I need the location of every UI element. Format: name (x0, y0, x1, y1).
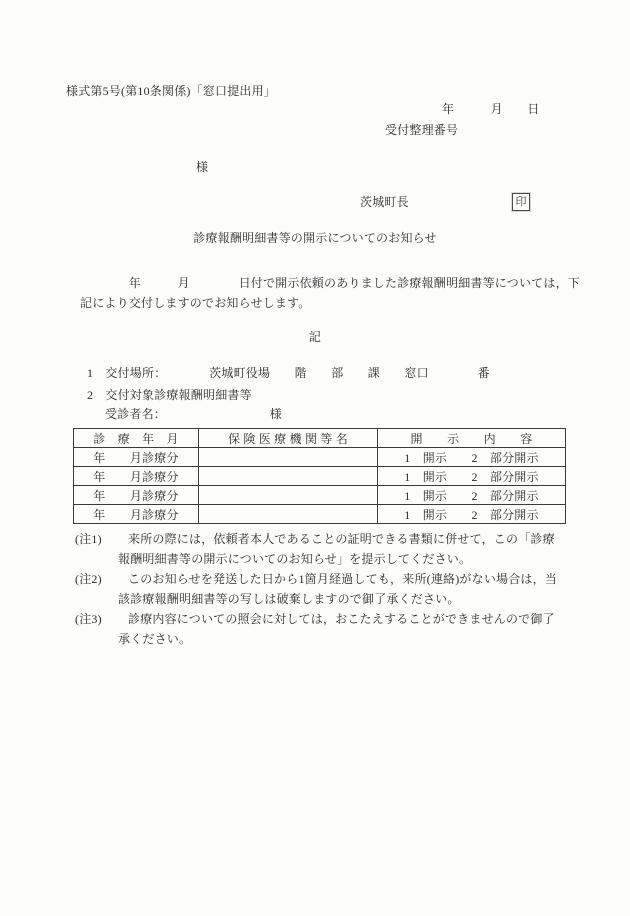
item-target-statements: 2 交付対象診療報酬明細書等 (87, 388, 252, 402)
note1-line2: 報酬明細書等の開示についてのお知らせ」を提示してください。 (118, 552, 472, 566)
note1-label: (注1) (75, 532, 102, 546)
header-institution: 保 険 医 療 機 関 等 名 (199, 429, 378, 448)
cell-disclosure: 1 開示 2 部分開示 (378, 448, 566, 467)
note3-line2: 承ください。 (118, 632, 192, 646)
cell-institution (199, 505, 378, 524)
table-row (74, 486, 566, 505)
body-paragraph-line-1: 年 月 日付で開示依頼のありました診療報酬明細書等については，下 (80, 276, 580, 290)
cell-period: 年 月診療分 (74, 505, 199, 524)
cell-institution (199, 486, 378, 505)
receipt-number-label: 受付整理番号 (385, 123, 459, 137)
form-number: 様式第5号(第10条関係)「窓口提出用」 (66, 84, 276, 98)
cell-institution (199, 448, 378, 467)
patient-name-line: 受診者名： 様 (105, 407, 283, 421)
issuer-name: 茨城町長 (360, 195, 409, 209)
note3-label: (注3) (75, 612, 102, 626)
body-paragraph-line-2: 記により交付しますのでお知らせします。 (80, 296, 311, 310)
note3-line1: 診療内容についての照会に対しては，おこたえすることができませんので御了 (128, 612, 555, 626)
header-period: 診 療 年 月 (74, 429, 199, 448)
note1-line1: 来所の際には，依頼者本人であることの証明できる書類に併せて，この「診療 (128, 532, 555, 546)
date-blank-line: 年 月 日 (442, 102, 540, 116)
note2-line1: このお知らせを発送した日から1箇月経過しても，来所(連絡)がない場合は，当 (128, 572, 558, 586)
header-disclosure: 開 示 内 容 (378, 429, 566, 448)
table-header-row (74, 429, 566, 448)
table-row (74, 467, 566, 486)
table-row (74, 448, 566, 467)
cell-period: 年 月診療分 (74, 486, 199, 505)
cell-disclosure: 1 開示 2 部分開示 (378, 486, 566, 505)
cell-disclosure: 1 開示 2 部分開示 (378, 467, 566, 486)
addressee-honorific: 様 (196, 160, 209, 174)
cell-period: 年 月診療分 (74, 467, 199, 486)
document-title: 診療報酬明細書等の開示についてのお知らせ (193, 231, 437, 245)
record-marker: 記 (308, 330, 322, 344)
table-row (74, 505, 566, 524)
cell-period: 年 月診療分 (74, 448, 199, 467)
cell-disclosure: 1 開示 2 部分開示 (378, 505, 566, 524)
disclosure-table (73, 428, 566, 524)
cell-institution (199, 467, 378, 486)
note2-label: (注2) (75, 572, 102, 586)
note2-line2: 該診療報酬明細書等の写しは破棄しますので御了承ください。 (118, 592, 460, 606)
seal-stamp-icon: 印 (512, 193, 530, 211)
item-delivery-place: 1 交付場所： 茨城町役場 階 部 課 窓口 番 (87, 366, 490, 380)
